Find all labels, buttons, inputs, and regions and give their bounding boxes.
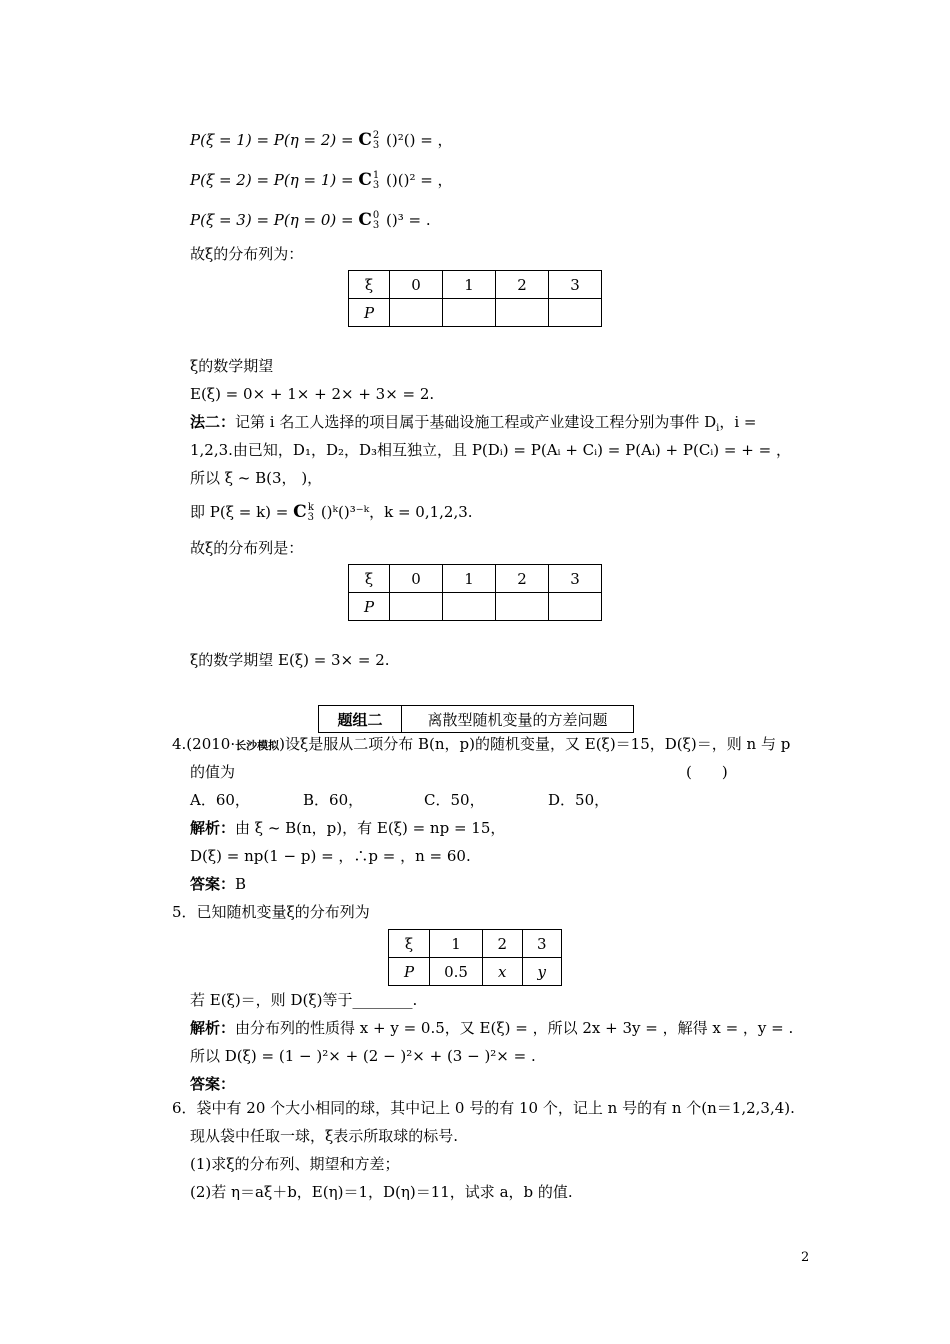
solution-text: 由分布列的性质得 x + y = 0.5，又 E(ξ) = ，所以 2x + 3y = ，解得 x = ，y = . bbox=[235, 1019, 794, 1037]
combination-symbol: C bbox=[358, 170, 372, 190]
answer-value: B bbox=[235, 875, 247, 893]
table-cell: 2 bbox=[483, 930, 523, 958]
table-row bbox=[389, 958, 562, 986]
table-cell bbox=[496, 593, 549, 621]
solution-label: 解析： bbox=[190, 819, 236, 837]
table-cell: 3 bbox=[522, 930, 562, 958]
solution-text: 由 ξ ~ B(n，p)，有 E(ξ) = np = 15， bbox=[235, 819, 506, 837]
expect-heading-1: ξ的数学期望 bbox=[190, 357, 274, 375]
table-cell: ξ bbox=[349, 271, 390, 299]
method-2-tail: ，i = bbox=[719, 413, 757, 431]
section-header-box bbox=[318, 705, 634, 733]
table-row bbox=[349, 299, 602, 327]
binom-index: 0 3 bbox=[372, 210, 380, 231]
table-cell: 0.5 bbox=[430, 958, 483, 986]
combination-symbol: C bbox=[358, 210, 372, 230]
prob-1-rhs: ()²() = ， bbox=[381, 131, 453, 149]
binomial-line: 所以 ξ ~ B(3， )， bbox=[190, 469, 323, 487]
answer-label: 答案： bbox=[190, 1075, 236, 1093]
pk-formula-line bbox=[190, 502, 473, 523]
table-row bbox=[349, 565, 602, 593]
independence-line: 1,2,3.由已知，D₁，D₂，D₃相互独立，且 P(Dᵢ) = P(Aᵢ + Cᵢ) = P(Aᵢ) + P(Cᵢ) = + = ， bbox=[190, 441, 791, 459]
binom-index: k 3 bbox=[307, 502, 315, 523]
table-cell: P bbox=[349, 299, 390, 327]
distribution-table-1 bbox=[348, 270, 602, 327]
method-2-text: 记第 i 名工人选择的项目属于基础设施工程或产业建设工程分别为事件 D bbox=[235, 413, 717, 431]
option-a[interactable]: A．60， bbox=[190, 791, 250, 809]
distribution-table-3 bbox=[388, 929, 562, 986]
question-4-number: 4.(2010· bbox=[172, 735, 236, 753]
prob-line-2 bbox=[190, 170, 453, 191]
q5-solution bbox=[190, 1018, 793, 1038]
table-cell: 1 bbox=[443, 565, 496, 593]
question-6-part-1: (1)求ξ的分布列、期望和方差； bbox=[190, 1155, 400, 1173]
solution-label: 解析： bbox=[190, 1019, 236, 1037]
table-cell: ξ bbox=[389, 930, 430, 958]
pk-formula-rhs: ()ᵏ()³⁻ᵏ，k = 0,1,2,3. bbox=[316, 503, 473, 521]
q5-ask: 若 E(ξ)＝，则 D(ξ)等于________. bbox=[190, 991, 418, 1009]
q4-answer bbox=[190, 874, 246, 894]
method-2-line bbox=[190, 412, 757, 432]
binom-index: 2 3 bbox=[372, 130, 380, 151]
question-4-line-2: 的值为 bbox=[190, 763, 236, 781]
answer-paren: ( ) bbox=[686, 763, 728, 781]
question-5: 5．已知随机变量ξ的分布列为 bbox=[172, 903, 370, 921]
question-4-text: )设ξ是服从二项分布 B(n，p)的随机变量，又 E(ξ)＝15，D(ξ)＝，则 n 与 p bbox=[279, 735, 791, 753]
prob-2-lhs: P(ξ = 2) = P(η = 1) = bbox=[190, 171, 359, 189]
table-row bbox=[389, 930, 562, 958]
dist-intro-1: 故ξ的分布列为： bbox=[190, 245, 304, 263]
table-cell bbox=[496, 299, 549, 327]
table-cell: 3 bbox=[549, 565, 602, 593]
binom-index: 1 3 bbox=[372, 170, 380, 191]
distribution-table-2 bbox=[348, 564, 602, 621]
answer-label: 答案： bbox=[190, 875, 236, 893]
table-cell: 2 bbox=[496, 271, 549, 299]
question-4-source: 长沙模拟 bbox=[235, 739, 280, 752]
prob-3-lhs: P(ξ = 3) = P(η = 0) = bbox=[190, 211, 359, 229]
question-6-part-2: (2)若 η＝aξ＋b，E(η)＝1，D(η)＝11，试求 a，b 的值. bbox=[190, 1183, 573, 1201]
table-cell: 1 bbox=[443, 271, 496, 299]
page-number: 2 bbox=[801, 1250, 810, 1265]
table-cell bbox=[390, 593, 443, 621]
table-cell: 1 bbox=[430, 930, 483, 958]
q4-solution bbox=[190, 818, 505, 838]
prob-1-lhs: P(ξ = 1) = P(η = 2) = bbox=[190, 131, 359, 149]
table-cell: ξ bbox=[349, 565, 390, 593]
table-cell: P bbox=[389, 958, 430, 986]
table-cell bbox=[549, 593, 602, 621]
group-title: 离散型随机变量的方差问题 bbox=[427, 710, 608, 729]
option-d[interactable]: D．50， bbox=[548, 791, 610, 809]
q5-solution-2: 所以 D(ξ) = (1 − )²× + (2 − )²× + (3 − )²× = . bbox=[190, 1047, 536, 1065]
question-6: 6．袋中有 20 个大小相同的球，其中记上 0 号的有 10 个，记上 n 号的有 n 个(n＝1,2,3,4). bbox=[172, 1099, 795, 1117]
expect-formula-2: ξ的数学期望 E(ξ) = 3× = 2. bbox=[190, 651, 390, 669]
table-cell: y bbox=[522, 958, 562, 986]
prob-3-rhs: ()³ = . bbox=[381, 211, 431, 229]
option-b[interactable]: B．60， bbox=[303, 791, 364, 809]
pk-formula-lhs: 即 P(ξ = k) = bbox=[190, 503, 294, 521]
dist-intro-2: 故ξ的分布列是： bbox=[190, 539, 304, 557]
subscript: i bbox=[716, 423, 720, 434]
q4-solution-2: D(ξ) = np(1 − p) = ，∴p = ，n = 60. bbox=[190, 847, 471, 865]
question-4 bbox=[172, 734, 790, 756]
prob-2-rhs: ()()² = ， bbox=[381, 171, 453, 189]
prob-line-1 bbox=[190, 130, 453, 151]
expect-formula-1: E(ξ) = 0× + 1× + 2× + 3× = 2. bbox=[190, 385, 435, 403]
table-cell: 0 bbox=[390, 565, 443, 593]
combination-symbol: C bbox=[358, 130, 372, 150]
method-2-label: 法二： bbox=[190, 413, 236, 431]
group-label: 题组二 bbox=[319, 706, 402, 732]
option-c[interactable]: C．50， bbox=[424, 791, 485, 809]
table-cell: 0 bbox=[390, 271, 443, 299]
table-cell: 2 bbox=[496, 565, 549, 593]
combination-symbol: C bbox=[293, 502, 307, 522]
table-cell bbox=[443, 593, 496, 621]
table-cell bbox=[390, 299, 443, 327]
table-cell bbox=[443, 299, 496, 327]
table-row bbox=[349, 271, 602, 299]
prob-line-3 bbox=[190, 210, 431, 231]
table-row bbox=[349, 593, 602, 621]
table-cell: 3 bbox=[549, 271, 602, 299]
question-6-line-2: 现从袋中任取一球，ξ表示所取球的标号. bbox=[190, 1127, 459, 1145]
q5-answer bbox=[190, 1074, 235, 1094]
table-cell: P bbox=[349, 593, 390, 621]
table-cell bbox=[549, 299, 602, 327]
table-cell: x bbox=[483, 958, 523, 986]
